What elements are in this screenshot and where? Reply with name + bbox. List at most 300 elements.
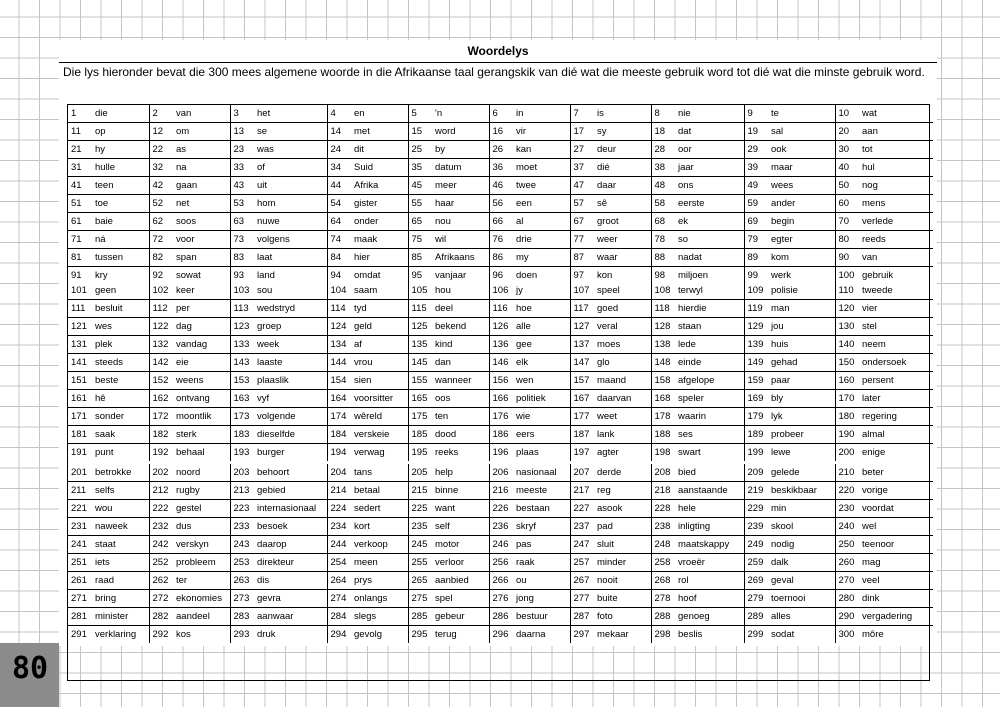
word-cell: beste [92,372,149,390]
word-cell: alles [768,608,835,626]
rank-number: 32 [149,159,173,177]
rank-number: 155 [408,372,432,390]
rank-number: 235 [408,518,432,536]
rank-number: 151 [68,372,92,390]
rank-number: 108 [651,282,675,300]
rank-number: 145 [408,354,432,372]
rank-number: 15 [408,123,432,141]
word-cell: maand [594,372,651,390]
rank-number: 233 [230,518,254,536]
rank-number: 121 [68,318,92,336]
word-cell: kom [768,249,835,267]
rank-number: 136 [489,336,513,354]
rank-number: 257 [570,554,594,572]
rank-number: 167 [570,390,594,408]
rank-number: 44 [327,177,351,195]
rank-number: 255 [408,554,432,572]
rank-number: 190 [835,426,859,444]
rank-number: 191 [68,444,92,462]
rank-number: 175 [408,408,432,426]
rank-number: 36 [489,159,513,177]
rank-number: 72 [149,231,173,249]
rank-number: 21 [68,141,92,159]
word-list-sheet [59,40,937,646]
rank-number: 226 [489,500,513,518]
word-cell: iets [92,554,149,572]
word-cell: spel [432,590,489,608]
word-cell: kos [173,626,230,644]
word-cell: Afrika [351,177,408,195]
rank-number: 33 [230,159,254,177]
rank-number: 11 [68,123,92,141]
rank-number: 50 [835,177,859,195]
word-cell: afgelope [675,372,744,390]
word-cell: elk [513,354,570,372]
word-cell: tyd [351,300,408,318]
rank-number: 270 [835,572,859,590]
rank-number: 292 [149,626,173,644]
word-cell: land [254,267,327,285]
table-row [68,195,933,213]
rank-number: 66 [489,213,513,231]
word-cell: voor [173,231,230,249]
rank-number: 201 [71,467,87,478]
rank-number: 18 [651,123,675,141]
word-cell: se [254,123,327,141]
rank-number: 172 [149,408,173,426]
rank-number: 267 [570,572,594,590]
rank-number: 25 [408,141,432,159]
word-cell: oor [675,141,744,159]
rank-number: 195 [408,444,432,462]
rank-number: 77 [570,231,594,249]
word-cell: probeer [768,426,835,444]
rank-number: 248 [651,536,675,554]
rank-number: 64 [327,213,351,231]
rank-number: 5 [408,105,432,123]
word-cell: voorsitter [351,390,408,408]
rank-number: 51 [68,195,92,213]
word-cell: moet [513,159,570,177]
rank-number: 131 [68,336,92,354]
rank-number: 9 [744,105,768,123]
word-cell: alle [513,318,570,336]
word-cell: goed [594,300,651,318]
word-cell: lewe [768,444,835,462]
word-cell: waarin [675,408,744,426]
word-cell: gelede [771,467,800,478]
word-cell: ten [432,408,489,426]
rank-number: 259 [744,554,768,572]
rank-number: 274 [327,590,351,608]
rank-number: 247 [570,536,594,554]
word-cell: minister [92,608,149,626]
word-cell: reeks [432,444,489,462]
rank-number: 39 [744,159,768,177]
word-cell: pas [513,536,570,554]
word-cell: paar [768,372,835,390]
word-cell: word [432,123,489,141]
rank-number: 220 [835,482,859,500]
rank-number: 290 [835,608,859,626]
rank-number: 193 [230,444,254,462]
word-cell: dit [351,141,408,159]
rank-number: 296 [489,626,513,644]
word-cell: ontvang [173,390,230,408]
word-cell: 'n [435,108,443,119]
word-cell: gebeur [432,608,489,626]
rank-number: 149 [744,354,768,372]
word-cell: lank [594,426,651,444]
rank-number: 119 [744,300,768,318]
rank-number: 78 [651,231,675,249]
word-cell: kort [351,518,408,536]
rank-number: 271 [68,590,92,608]
rank-number: 103 [230,282,254,300]
word-cell: gaan [173,177,230,195]
word-cell: volgende [254,408,327,426]
rank-number: 260 [835,554,859,572]
word-cell: gestel [173,500,230,518]
rank-number: 249 [744,536,768,554]
word-cell: nodig [768,536,835,554]
word-cell: maar [768,159,835,177]
word-cell: eie [173,354,230,372]
rank-number: 238 [651,518,675,536]
rank-number: 282 [149,608,173,626]
word-cell: man [768,300,835,318]
word-cell: min [768,500,835,518]
rank-number: 178 [651,408,675,426]
word-cell: dat [675,123,744,141]
rank-number: 224 [327,500,351,518]
rank-number: 295 [408,626,432,644]
word-cell: wat [862,108,877,119]
rank-number: 283 [230,608,254,626]
word-cell: tweede [862,285,893,296]
word-cell: behaal [173,444,230,462]
rank-number: 185 [408,426,432,444]
rank-number: 76 [489,231,513,249]
word-cell: nuwe [254,213,327,231]
rank-number: 97 [570,267,594,285]
word-cell: wil [432,231,489,249]
rank-number: 61 [68,213,92,231]
word-cell: hê [92,390,149,408]
table-row [68,231,933,249]
table-row [68,123,933,141]
rank-number: 202 [149,464,173,482]
word-cell: daarvan [594,390,651,408]
rank-number: 41 [68,177,92,195]
word-cell: plek [92,336,149,354]
rank-number: 223 [230,500,254,518]
rank-number: 154 [327,372,351,390]
rank-number: 69 [744,213,768,231]
word-cell: later [859,390,933,408]
word-cell: help [435,467,453,478]
word-cell: kon [594,267,651,285]
word-cell: vrou [351,354,408,372]
word-cell: baie [92,213,149,231]
rank-number: 148 [651,354,675,372]
word-cell: beslis [675,626,744,644]
word-cell: jou [768,318,835,336]
word-cell: hulle [92,159,149,177]
rank-number: 228 [651,500,675,518]
rank-number: 237 [570,518,594,536]
rank-number: 188 [651,426,675,444]
rank-number: 244 [327,536,351,554]
word-cell: saak [92,426,149,444]
word-cell: verkoop [351,536,408,554]
word-cell: moontlik [173,408,230,426]
rank-number: 287 [570,608,594,626]
rank-number: 158 [651,372,675,390]
table-row [68,626,933,644]
table-row [68,336,933,354]
rank-number: 122 [149,318,173,336]
rank-number: 291 [68,626,92,644]
rank-number: 34 [327,159,351,177]
word-cell: teen [92,177,149,195]
rank-number: 243 [230,536,254,554]
rank-number: 47 [570,177,594,195]
rank-number: 174 [327,408,351,426]
word-cell: volgens [254,231,327,249]
word-cell: veel [859,572,933,590]
rank-number: 173 [230,408,254,426]
word-cell: of [254,159,327,177]
word-cell: nadat [675,249,744,267]
word-cell: jong [513,590,570,608]
word-cell: die [95,108,108,119]
rank-number: 254 [327,554,351,572]
rank-number: 129 [744,318,768,336]
rank-number: 54 [327,195,351,213]
rank-number: 276 [489,590,513,608]
rank-number: 48 [651,177,675,195]
rank-number: 222 [149,500,173,518]
word-cell: vroeër [675,554,744,572]
word-cell: het [257,108,271,119]
word-cell: datum [432,159,489,177]
word-cell: druk [254,626,327,644]
word-cell: waar [594,249,651,267]
word-cell: eerste [675,195,744,213]
rank-number: 204 [327,464,351,482]
word-cell: sy [594,123,651,141]
word-cell: terwyl [678,285,703,296]
rank-number: 206 [489,464,513,482]
rank-number: 240 [835,518,859,536]
rank-number: 19 [744,123,768,141]
word-cell: ondersoek [859,354,933,372]
rank-number: 93 [230,267,254,285]
word-cell: vorige [859,482,933,500]
rank-number: 214 [327,482,351,500]
rank-number: 241 [68,536,92,554]
word-cell: onder [351,213,408,231]
word-cell: almal [859,426,933,444]
word-cell: lyk [768,408,835,426]
word-cell: sien [351,372,408,390]
rank-number: 20 [835,123,859,141]
table-row [68,482,933,500]
rank-number: 80 [835,231,859,249]
word-cell: prys [351,572,408,590]
word-cell: ou [513,572,570,590]
table-row [68,159,933,177]
table-row [68,408,933,426]
word-cell: was [254,141,327,159]
rank-number: 3 [230,105,254,123]
word-cell: net [173,195,230,213]
rank-number: 225 [408,500,432,518]
rank-number: 38 [651,159,675,177]
word-cell: saam [354,285,378,296]
rank-number: 165 [408,390,432,408]
rank-number: 16 [489,123,513,141]
word-cell: self [432,518,489,536]
word-cell: gebied [254,482,327,500]
rank-number: 186 [489,426,513,444]
rank-number: 107 [570,282,594,300]
word-cell: beter [862,467,884,478]
word-cell: van [859,249,933,267]
word-cell: ons [675,177,744,195]
rank-number: 258 [651,554,675,572]
rank-number: 60 [835,195,859,213]
word-cell: ander [768,195,835,213]
word-cell: toe [92,195,149,213]
rank-number: 128 [651,318,675,336]
word-cell: haar [432,195,489,213]
rank-number: 163 [230,390,254,408]
word-cell: buite [594,590,651,608]
rank-number: 86 [489,249,513,267]
table-row [68,177,933,195]
rank-number: 169 [744,390,768,408]
rank-number: 170 [835,390,859,408]
word-cell: naweek [92,518,149,536]
rank-number: 268 [651,572,675,590]
rank-number: 22 [149,141,173,159]
table-row [68,372,933,390]
word-cell: gee [513,336,570,354]
rank-number: 262 [149,572,173,590]
word-cell: dood [432,426,489,444]
word-cell: dalk [768,554,835,572]
rank-number: 210 [835,464,859,482]
word-cell: oos [432,390,489,408]
word-cell: my [513,249,570,267]
rank-number: 8 [651,105,675,123]
word-cell: hierdie [675,300,744,318]
word-cell: inligting [675,518,744,536]
table-row [68,572,933,590]
word-cell: wees [768,177,835,195]
rank-number: 102 [149,282,173,300]
rank-number: 275 [408,590,432,608]
word-cell: omdat [351,267,408,285]
word-cell: verklaring [92,626,149,644]
word-cell: dieselfde [254,426,327,444]
rank-number: 87 [570,249,594,267]
rank-number: 55 [408,195,432,213]
word-cell: gevolg [351,626,408,644]
word-cell: aanbied [432,572,489,590]
rank-number: 29 [744,141,768,159]
word-cell: ter [173,572,230,590]
word-cell: meeste [513,482,570,500]
rank-number: 300 [835,626,859,644]
rank-number: 75 [408,231,432,249]
rank-number: 101 [71,285,87,296]
rank-number: 52 [149,195,173,213]
rank-number: 179 [744,408,768,426]
rank-number: 120 [835,300,859,318]
rank-number: 126 [489,318,513,336]
word-cell: werk [768,267,835,285]
rank-number: 4 [327,105,351,123]
word-cell: foto [594,608,651,626]
rank-number: 12 [149,123,173,141]
rank-number: 232 [149,518,173,536]
rank-number: 132 [149,336,173,354]
word-cell: derde [597,467,622,478]
word-cell: dis [254,572,327,590]
table-row [68,500,933,518]
rank-number: 153 [230,372,254,390]
word-cell: daarop [254,536,327,554]
rank-number: 183 [230,426,254,444]
word-cell: einde [675,354,744,372]
word-cell: laat [254,249,327,267]
rank-number: 13 [230,123,254,141]
word-cell: neem [859,336,933,354]
rank-number: 215 [408,482,432,500]
rank-number: 152 [149,372,173,390]
word-cell: om [173,123,230,141]
word-cell: is [597,108,604,119]
word-cell: wêreld [351,408,408,426]
rank-number: 59 [744,195,768,213]
rank-number: 94 [327,267,351,285]
rank-number: 127 [570,318,594,336]
rank-number: 92 [149,267,173,285]
word-cell: soos [173,213,230,231]
word-cell: genoeg [675,608,744,626]
rank-number: 192 [149,444,173,462]
rank-number: 229 [744,500,768,518]
rank-number: 118 [651,300,675,318]
word-cell: raak [513,554,570,572]
word-cell: steeds [92,354,149,372]
rank-number: 261 [68,572,92,590]
rank-number: 297 [570,626,594,644]
rank-number: 194 [327,444,351,462]
rank-number: 252 [149,554,173,572]
word-cell: as [173,141,230,159]
rank-number: 100 [835,267,859,285]
word-cell: punt [92,444,149,462]
rank-number: 70 [835,213,859,231]
word-cell: vanjaar [432,267,489,285]
word-cell: hom [254,195,327,213]
rank-number: 140 [835,336,859,354]
word-cell: Suid [351,159,408,177]
